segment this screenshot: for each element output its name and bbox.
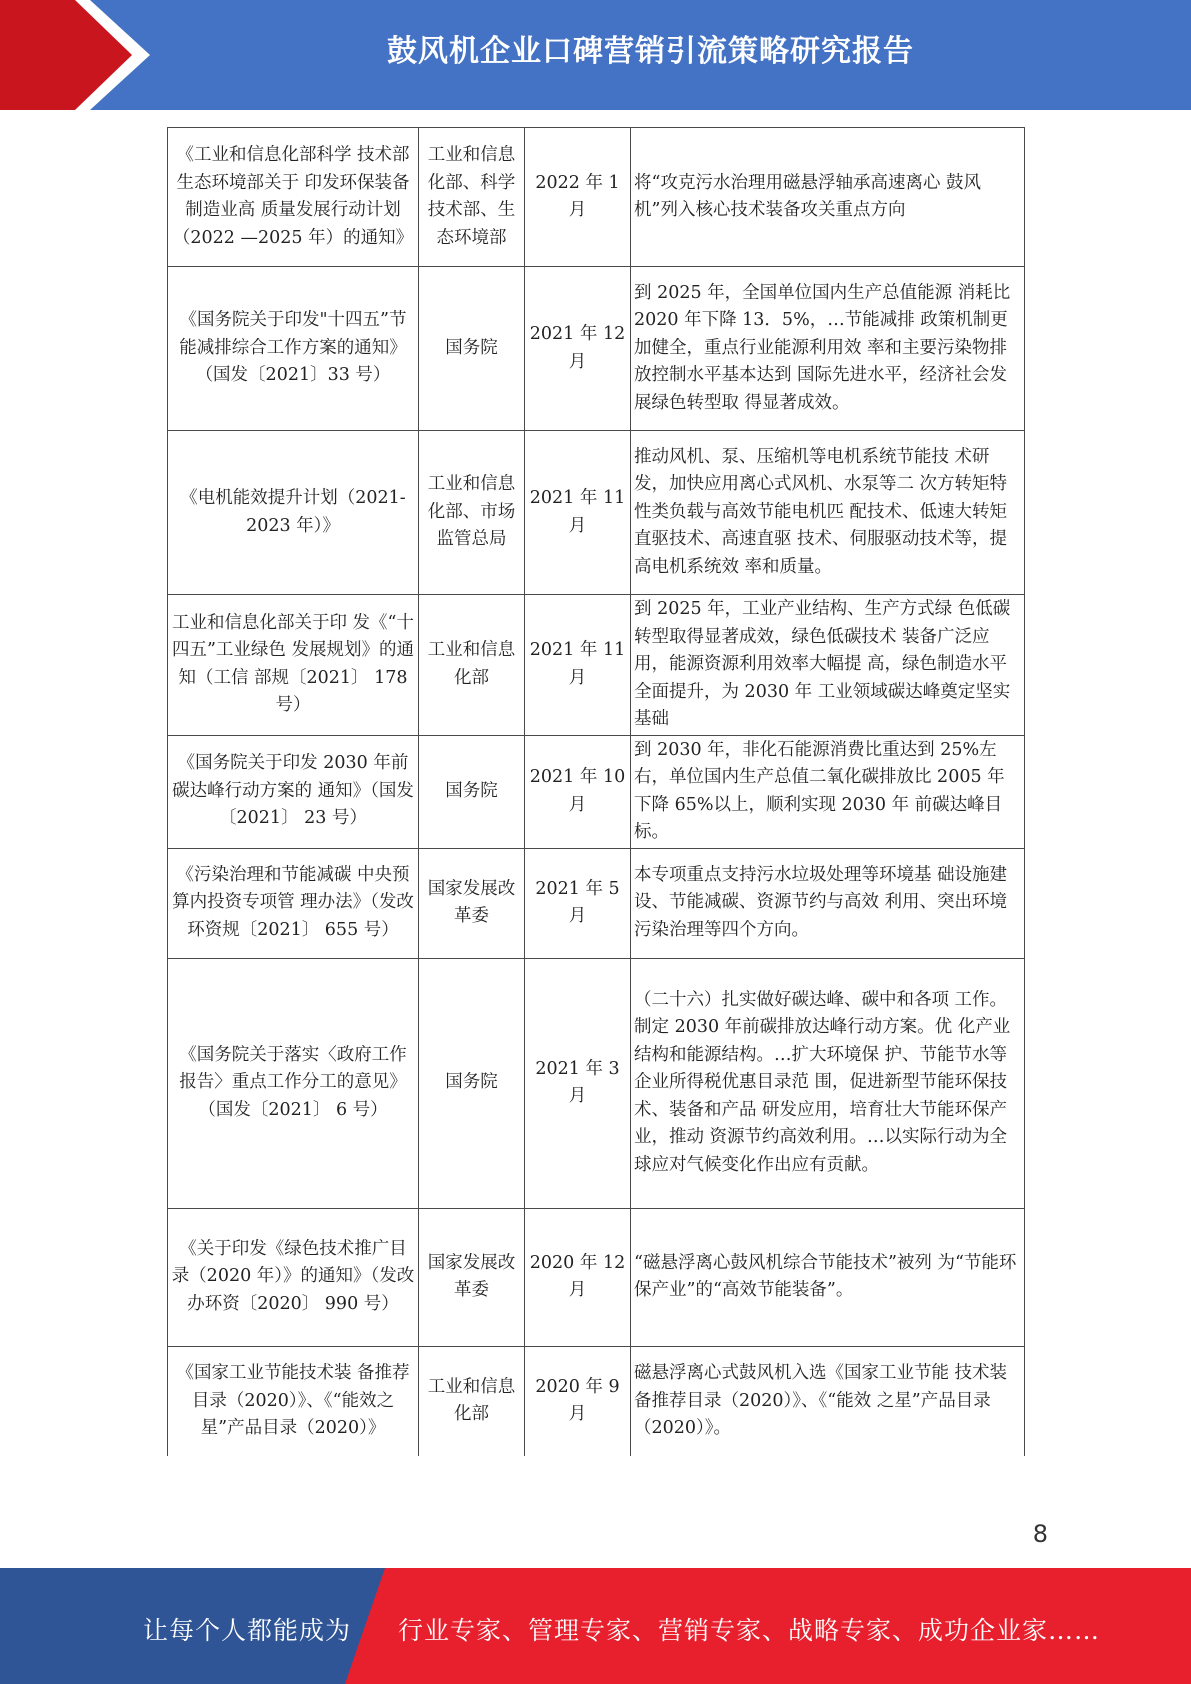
policy-name-cell: 工业和信息化部关于印 发《“十四五”工业绿色 发展规划》的通知（工信 部规〔2021〕 178 号）	[168, 595, 419, 736]
page-number: 8	[1032, 1520, 1048, 1548]
date-cell: 2021 年 12 月	[525, 267, 631, 431]
table-row	[168, 848, 1025, 958]
issuer-cell: 工业和信息化部、市场监管总局	[419, 431, 525, 595]
content-cell: 到 2025 年，全国单位国内生产总值能源 消耗比 2020 年下降 13．5%，…节能减排 政策机制更加健全，重点行业能源利用效 率和主要污染物排放控制水平基本达到 国际先进水平，经济社会发展绿色转型取 得显著成效。	[631, 267, 1025, 431]
policy-table-wrapper	[167, 127, 1024, 1456]
table-row	[168, 128, 1025, 267]
issuer-cell: 国务院	[419, 735, 525, 848]
date-cell: 2021 年 11 月	[525, 431, 631, 595]
policy-name-cell: 《污染治理和节能减碳 中央预算内投资专项管 理办法》（发改环资规〔2021〕 655 号）	[168, 848, 419, 958]
policy-name-cell: 《国务院关于印发 2030 年前碳达峰行动方案的 通知》（国发〔2021〕 23 号）	[168, 735, 419, 848]
policy-name-cell: 《国家工业节能技术装 备推荐目录（2020）》、《“能效之星”产品目录（2020）》	[168, 1346, 419, 1456]
issuer-cell: 工业和信息化部	[419, 1346, 525, 1456]
table-row	[168, 1346, 1025, 1456]
table-row	[168, 431, 1025, 595]
page-header	[0, 0, 1191, 110]
date-cell: 2020 年 12 月	[525, 1208, 631, 1346]
date-cell: 2021 年 3 月	[525, 958, 631, 1208]
issuer-cell: 工业和信息化部	[419, 595, 525, 736]
policy-name-cell: 《国务院关于落实〈政府工作报告〉重点工作分工的意见》（国发〔2021〕 6 号）	[168, 958, 419, 1208]
issuer-cell: 国家发展改革委	[419, 848, 525, 958]
table-row	[168, 267, 1025, 431]
content-cell: 磁悬浮离心式鼓风机入选《国家工业节能 技术装备推荐目录（2020）》、《“能效 之星”产品目录（2020）》。	[631, 1346, 1025, 1456]
page-footer	[0, 1568, 1191, 1684]
policy-name-cell: 《电机能效提升计划（2021-2023 年）》	[168, 431, 419, 595]
table-row	[168, 735, 1025, 848]
date-cell: 2022 年 1 月	[525, 128, 631, 267]
policy-name-cell: 《国务院关于印发"十四五”节能减排综合工作方案的通知》（国发〔2021〕33 号）	[168, 267, 419, 431]
content-cell: 本专项重点支持污水垃圾处理等环境基 础设施建设、节能减碳、资源节约与高效 利用、突出环境污染治理等四个方向。	[631, 848, 1025, 958]
issuer-cell: 国家发展改革委	[419, 1208, 525, 1346]
date-cell: 2021 年 5 月	[525, 848, 631, 958]
issuer-cell: 国务院	[419, 958, 525, 1208]
content-cell: 到 2030 年，非化石能源消费比重达到 25%左右，单位国内生产总值二氧化碳排放比 2005 年下降 65%以上，顺利实现 2030 年 前碳达峰目标。	[631, 735, 1025, 848]
issuer-cell: 工业和信息化部、科学技术部、生态环境部	[419, 128, 525, 267]
policy-name-cell: 《工业和信息化部科学 技术部生态环境部关于 印发环保装备制造业高 质量发展行动计划（2022 —2025 年）的通知》	[168, 128, 419, 267]
table-row	[168, 958, 1025, 1208]
content-cell: 到 2025 年，工业产业结构、生产方式绿 色低碳转型取得显著成效，绿色低碳技术 装备广泛应用，能源资源利用效率大幅提 高，绿色制造水平全面提升，为 2030 年 工业领域碳达峰奠定坚实基础	[631, 595, 1025, 736]
table-row	[168, 595, 1025, 736]
issuer-cell: 国务院	[419, 267, 525, 431]
content-cell: “磁悬浮离心鼓风机综合节能技术”被列 为“节能环保产业”的“高效节能装备”。	[631, 1208, 1025, 1346]
content-cell: 推动风机、泵、压缩机等电机系统节能技 术研发，加快应用离心式风机、水泵等二 次方转矩特性类负载与高效节能电机匹 配技术、低速大转矩直驱技术、高速直驱 技术、伺服驱动技术等，提高电机系统效 率和质量。	[631, 431, 1025, 595]
table-row	[168, 1208, 1025, 1346]
date-cell: 2021 年 11 月	[525, 595, 631, 736]
date-cell: 2021 年 10 月	[525, 735, 631, 848]
policy-table	[167, 127, 1025, 1456]
footer-slogan-left: 让每个人都能成为	[143, 1616, 352, 1645]
report-title: 鼓风机企业口碑营销引流策略研究报告	[387, 34, 914, 69]
content-cell: 将“攻克污水治理用磁悬浮轴承高速离心 鼓风机”列入核心技术装备攻关重点方向	[631, 128, 1025, 267]
date-cell: 2020 年 9 月	[525, 1346, 631, 1456]
policy-name-cell: 《关于印发《绿色技术推广目录（2020 年）》的通知》（发改办环资〔2020〕 990 号）	[168, 1208, 419, 1346]
footer-slogan-right: 行业专家、管理专家、营销专家、战略专家、成功企业家……	[398, 1616, 1101, 1645]
content-cell: （二十六）扎实做好碳达峰、碳中和各项 工作。 制定 2030 年前碳排放达峰行动方案。优 化产业结构和能源结构。…扩大环境保 护、节能节水等企业所得税优惠目录范 围，促进新型节能环保技术、装备和产品 研发应用，培育壮大节能环保产业，推动 资源节约高效利用。…以实际行动为全球应对气候变化作出应有贡献。	[631, 958, 1025, 1208]
